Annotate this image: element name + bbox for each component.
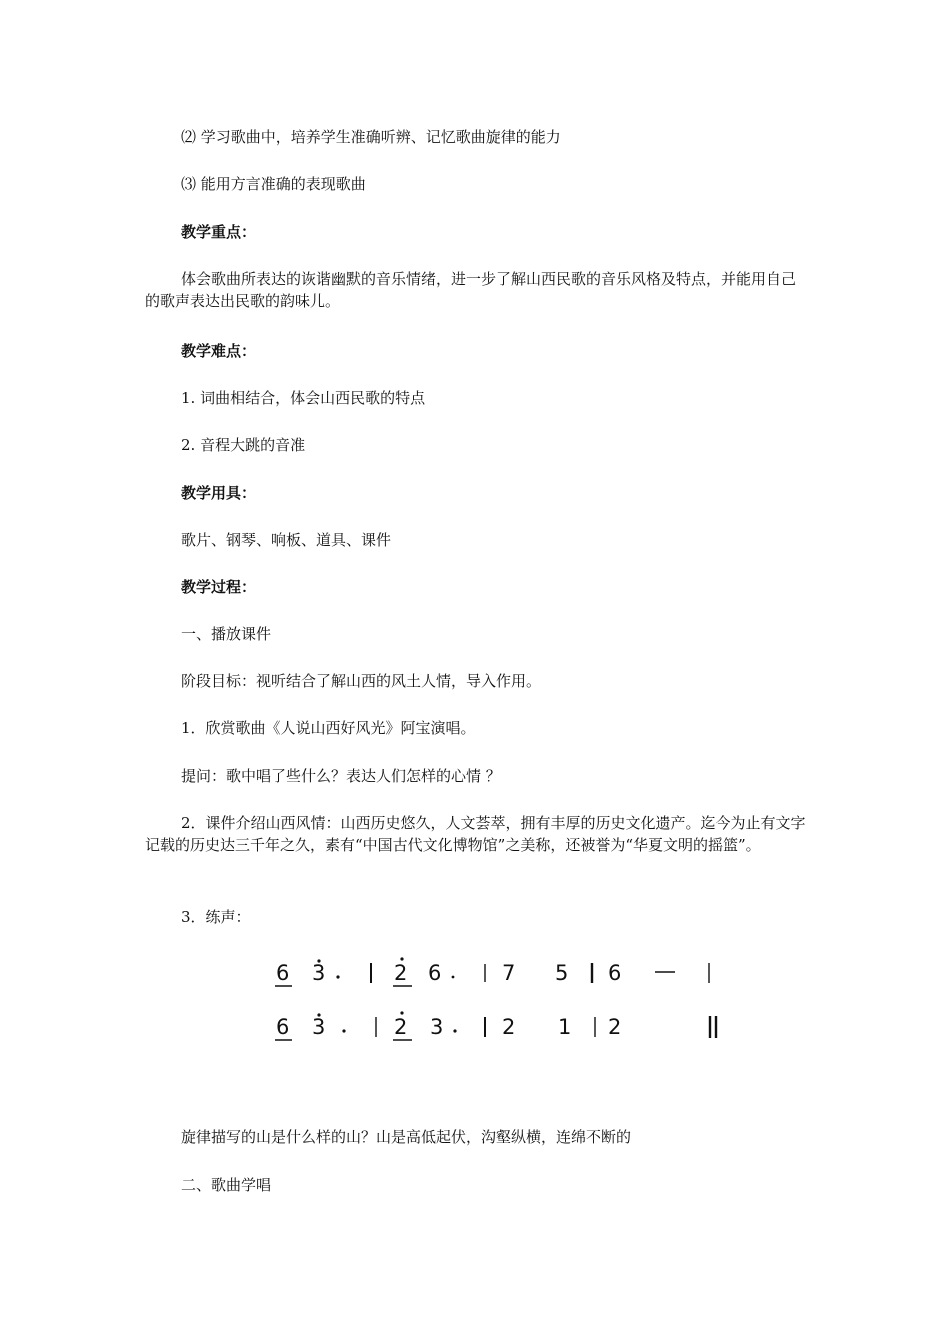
process-item-3: 3．练声： <box>181 908 251 926</box>
note: 2 <box>502 1015 516 1039</box>
dot-mark <box>342 1029 345 1032</box>
dot-mark <box>453 1029 456 1032</box>
tools-text: 歌片、钢琴、响板、道具、课件 <box>181 531 392 549</box>
note: 6 <box>608 961 622 985</box>
jianpu-score <box>270 950 740 1070</box>
melody-question: 旋律描写的山是什么样的山？山是高低起伏，沟壑纵横，连绵不断的 <box>181 1128 632 1146</box>
process-step-2: 二、歌曲学唱 <box>181 1176 272 1194</box>
jianpu-score-graphic <box>270 950 740 1070</box>
difficulties-heading: 教学难点： <box>181 342 257 360</box>
key-points-text: 体会歌曲所表达的诙谐幽默的音乐情绪，进一步了解山西民歌的音乐风格及特点，并能用自己的歌声表达出民歌的韵味儿。 <box>145 270 797 310</box>
note: 3 <box>312 961 326 985</box>
difficulty-2: 2. 音程大跳的音准 <box>181 436 306 454</box>
note: 1 <box>558 1015 572 1039</box>
objective-2: ⑵ 学习歌曲中，培养学生准确听辨、记忆歌曲旋律的能力 <box>181 128 561 146</box>
dot-mark <box>452 976 455 979</box>
difficulty-1: 1. 词曲相结合，体会山西民歌的特点 <box>181 389 426 407</box>
note: 7 <box>502 961 516 985</box>
note: 2 <box>394 1015 408 1039</box>
dot-mark <box>336 975 339 978</box>
key-points-heading: 教学重点： <box>181 223 257 241</box>
tools-heading: 教学用具： <box>181 484 257 502</box>
process-item-1: 1．欣赏歌曲《人说山西好风光》阿宝演唱。 <box>181 719 476 737</box>
note: 6 <box>428 961 442 985</box>
note: 6 <box>276 1015 290 1039</box>
stage-goal: 阶段目标：视听结合了解山西的风土人情，导入作用。 <box>181 672 542 690</box>
objective-3: ⑶ 能用方言准确的表现歌曲 <box>181 175 366 193</box>
process-heading: 教学过程： <box>181 578 257 596</box>
note: 5 <box>555 961 569 985</box>
process-question: 提问：歌中唱了些什么？表达人们怎样的心情 ？ <box>181 767 501 785</box>
process-item-2: 2．课件介绍山西风情：山西历史悠久，人文荟萃，拥有丰厚的历史文化遗产。迄今为止有文字记载的历史达三千年之久，素有“中国古代文化博物馆”之美称，还被誉为“华夏文明的摇篮”。 <box>145 814 806 854</box>
process-step-1: 一、播放课件 <box>181 625 272 643</box>
note: 2 <box>608 1015 622 1039</box>
note: 2 <box>394 961 408 985</box>
note: 3 <box>430 1015 444 1039</box>
note: 3 <box>312 1015 326 1039</box>
note: 6 <box>276 961 290 985</box>
